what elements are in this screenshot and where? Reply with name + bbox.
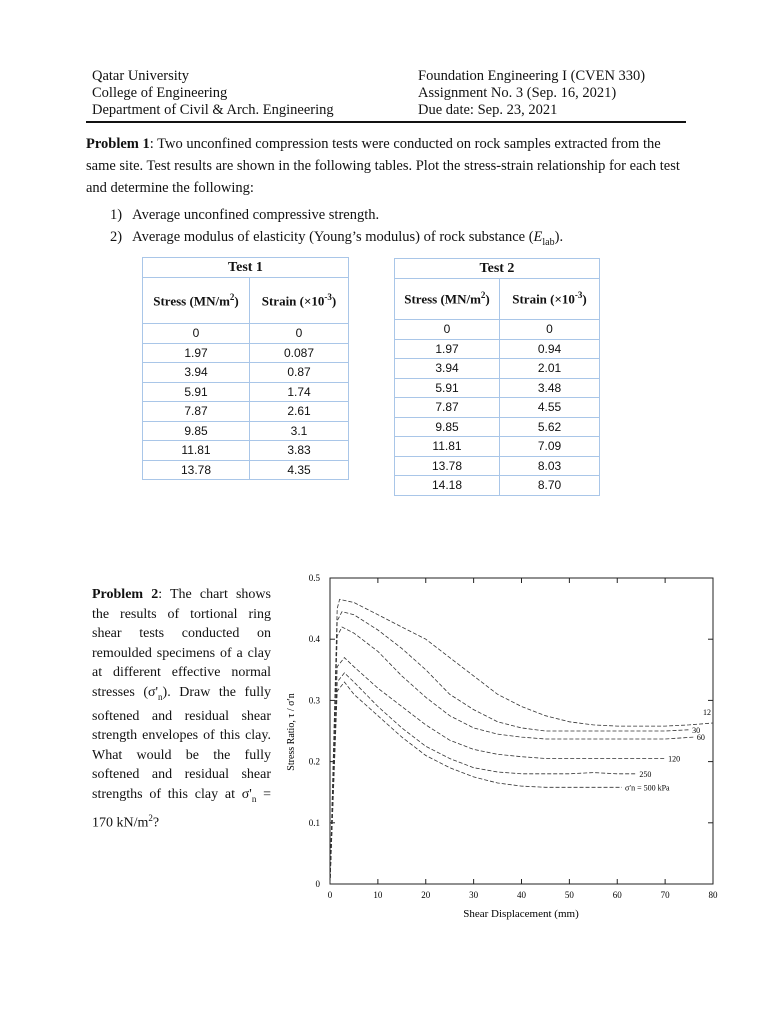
list-item: 1) Average unconfined compressive strength. (110, 207, 380, 223)
college-name: College of Engineering (92, 85, 228, 101)
test1-col-strain: Strain $(\times 10^{-3})$ (250, 278, 349, 324)
x-tick-label: 50 (564, 890, 574, 900)
table-row (395, 476, 600, 496)
test2-stress-cell: 7.87 (395, 398, 500, 418)
x-tick-label: 80 (708, 890, 718, 900)
test2-stress-cell: 0 (395, 320, 500, 340)
y-tick-label: 0.5 (308, 573, 320, 583)
test2-strain-cell: 8.03 (500, 456, 600, 476)
test1-stress-cell: 0 (143, 324, 250, 344)
test1-stress-cell: 7.87 (143, 402, 250, 422)
test2-strain-cell: 0.94 (500, 339, 600, 359)
table-row (143, 460, 349, 480)
course-name: Foundation Engineering I (CVEN 330) (418, 68, 646, 84)
test2-col-stress: Stress $(MN/m^2)$ (395, 279, 500, 320)
problem1-paragraph (86, 133, 686, 199)
test2-stress-cell: 14.18 (395, 476, 500, 496)
table-row (143, 363, 349, 383)
series-label-120: 120 (668, 754, 681, 764)
series-label-12: 12 (703, 708, 711, 718)
problem2-label: Problem 2 (92, 587, 159, 602)
series-line-250 (330, 673, 636, 884)
test2-strain-cell: 7.09 (500, 437, 600, 457)
test1-stress-cell: 11.81 (143, 441, 250, 461)
test1-title: Test 1 (143, 258, 349, 278)
test1-stress-cell: 1.97 (143, 343, 250, 363)
x-tick-label: 0 (327, 890, 333, 900)
y-tick-label: 0 (315, 879, 320, 889)
test1-stress-cell: 3.94 (143, 363, 250, 383)
test2-strain-cell: 5.62 (500, 417, 600, 437)
table-row (395, 359, 600, 379)
table-row (395, 456, 600, 476)
y-axis-label: Stress Ratio, τ / σ′n (286, 693, 297, 771)
problem2-paragraph: Problem 2: The chart shows the results of tortional ring shear tests conducted on remoulded specimens of a clay at different effective normal stresses $(\sigma'_n)$. Draw the fully softened and residual shear strength envelopes of this clay. What would be the fully softened and residual shear strengths of this clay at $\sigma'_n = 170$ $kN/m^2$? (92, 587, 271, 831)
ring-shear-chart (280, 570, 740, 925)
y-tick-label: 0.3 (308, 695, 320, 706)
test2-strain-cell: 4.55 (500, 398, 600, 418)
university-name: Qatar University (92, 68, 190, 84)
test1-strain-cell: 3.83 (250, 441, 349, 461)
series-label-500: σ′n = 500 kPa (625, 783, 670, 793)
problem1-text: : Two unconfined compression tests were conducted on rock samples extracted from the same site. Test results are shown in the following tables. Plot the stress-strain relationship for each test and determine the following: (86, 136, 680, 196)
problem1-list (110, 204, 670, 254)
test1-col-stress: Stress $(MN/m^2)$ (143, 278, 250, 324)
test2-col-strain: Strain $(\times 10^{-3})$ (500, 279, 600, 320)
test1-strain-cell: 4.35 (250, 460, 349, 480)
header-divider (86, 121, 686, 123)
series-line-12 (330, 599, 713, 884)
table-row (143, 382, 349, 402)
due-date: Due date: Sep. 23, 2021 (418, 102, 558, 118)
table-row (395, 320, 600, 340)
list-item: 2) Average modulus of elasticity (Young’s modulus) of rock substance $(E_{lab})$. (110, 229, 564, 248)
x-tick-label: 60 (612, 890, 622, 900)
table-row (395, 398, 600, 418)
x-tick-label: 30 (469, 890, 479, 900)
test1-stress-cell: 13.78 (143, 460, 250, 480)
test1-strain-cell: 2.61 (250, 402, 349, 422)
test2-table (394, 258, 600, 496)
assignment-number: Assignment No. 3 (Sep. 16, 2021) (418, 85, 617, 101)
test2-body (395, 320, 600, 496)
test1-body (143, 324, 349, 480)
test2-strain-cell: 2.01 (500, 359, 600, 379)
series-line-500 (330, 682, 622, 884)
table-row (395, 417, 600, 437)
test2-stress-cell: 11.81 (395, 437, 500, 457)
problem1-label: Problem 1 (86, 136, 150, 152)
x-tick-label: 40 (517, 890, 526, 900)
test2-strain-cell: 0 (500, 320, 600, 340)
series-label-30: 30 (692, 725, 701, 735)
y-tick-label: 0.2 (308, 756, 320, 767)
table-row (143, 402, 349, 422)
x-tick-label: 20 (421, 890, 431, 900)
series-line-30 (330, 612, 689, 884)
test2-title: Test 2 (395, 259, 600, 279)
test1-strain-cell: 0.87 (250, 363, 349, 383)
header-right (418, 68, 645, 119)
y-tick-label: 0.4 (308, 634, 320, 645)
test1-strain-cell: 1.74 (250, 382, 349, 402)
test2-stress-cell: 13.78 (395, 456, 500, 476)
table-row (395, 437, 600, 457)
test1-strain-cell: 3.1 (250, 421, 349, 441)
test1-stress-cell: 9.85 (143, 421, 250, 441)
table-row (143, 421, 349, 441)
table-row (143, 324, 349, 344)
test2-stress-cell: 9.85 (395, 417, 500, 437)
series-label-250: 250 (639, 769, 652, 779)
header-left (92, 68, 334, 119)
test1-table (142, 257, 349, 480)
test1-strain-cell: 0.087 (250, 343, 349, 363)
table-row (395, 378, 600, 398)
test1-stress-cell: 5.91 (143, 382, 250, 402)
x-axis-label: Shear Displacement (mm) (463, 908, 579, 920)
series-line-120 (330, 658, 665, 884)
department-name: Department of Civil & Arch. Engineering (92, 102, 334, 118)
table-row (143, 343, 349, 363)
test1-strain-cell: 0 (250, 324, 349, 344)
test2-strain-cell: 3.48 (500, 378, 600, 398)
series-label-60: 60 (696, 733, 705, 743)
test2-strain-cell: 8.70 (500, 476, 600, 496)
test2-stress-cell: 1.97 (395, 339, 500, 359)
test2-stress-cell: 5.91 (395, 378, 500, 398)
y-tick-label: 0.1 (308, 817, 320, 828)
x-tick-label: 10 (373, 890, 383, 900)
test2-stress-cell: 3.94 (395, 359, 500, 379)
table-row (395, 339, 600, 359)
table-row (143, 441, 349, 461)
x-tick-label: 70 (660, 890, 670, 900)
